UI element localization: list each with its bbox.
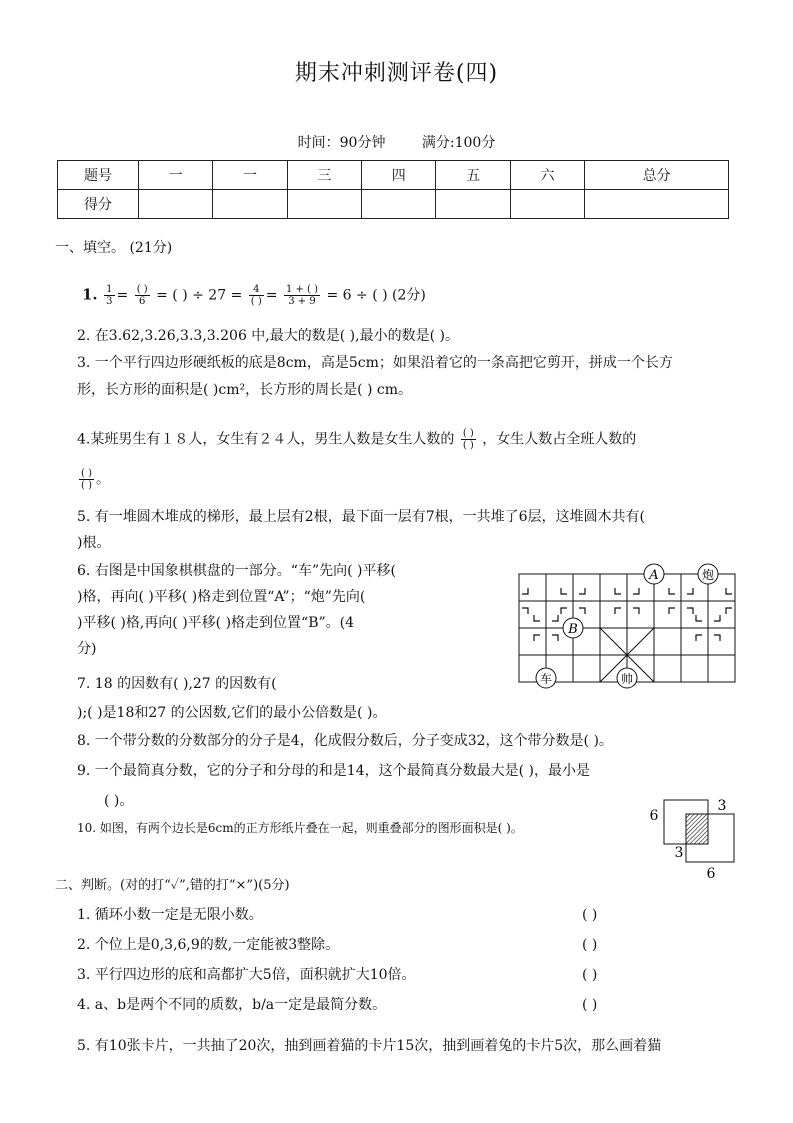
score-header-cell: 六 xyxy=(510,161,584,190)
score-cell[interactable] xyxy=(585,190,729,219)
overlapping-squares-figure xyxy=(644,796,744,884)
question-9-line2: ( )。 xyxy=(104,793,134,809)
question-6-line4: 分) xyxy=(77,641,97,657)
question-4-answer xyxy=(77,468,110,491)
score-cell[interactable] xyxy=(139,190,213,219)
section1-heading: 一、填空。 (21分) xyxy=(55,240,173,256)
label-3-top: 3 xyxy=(717,798,727,814)
score-header-cell: 题号 xyxy=(58,161,139,190)
question-4 xyxy=(77,428,636,451)
fraction xyxy=(79,468,94,491)
che-label: 车 xyxy=(539,672,553,686)
score-row-label: 得分 xyxy=(58,190,139,219)
question-8: 8. 一个带分数的分数部分的分子是4，化成假分数后，分子变成32，这个带分数是( )。 xyxy=(77,733,613,749)
chess-board-figure xyxy=(512,560,738,692)
q1-number: 1. xyxy=(82,285,98,304)
exam-full-score: 满分:100分 xyxy=(421,135,496,151)
score-cell[interactable] xyxy=(436,190,510,219)
denominator: ( ) xyxy=(250,296,262,307)
score-header-cell: 四 xyxy=(362,161,436,190)
numerator: 4 xyxy=(249,284,264,296)
question-3-line1: 3. 一个平行四边形硬纸板的底是8cm，高是5cm；如果沿着它的一条高把它剪开，拼成一个长方 xyxy=(77,355,673,371)
question-5-line2: )根。 xyxy=(77,535,111,551)
fraction xyxy=(284,284,320,307)
question-6-line2: )格，再向( )平移( )格走到位置“A”；“炮”先向( xyxy=(77,589,366,605)
score-header-cell: 三 xyxy=(287,161,361,190)
judge-item-5: 5. 有10张卡片，一共抽了20次，抽到画着猫的卡片15次，抽到画着兔的卡片5次，那么画着猫 xyxy=(77,1038,662,1054)
score-cell[interactable] xyxy=(362,190,436,219)
numerator: ( ) xyxy=(81,468,92,479)
score-header-cell: 一 xyxy=(139,161,213,190)
pao-label: 炮 xyxy=(701,568,715,582)
label-3-left: 3 xyxy=(674,845,684,861)
denominator: 6 xyxy=(138,296,146,307)
exam-meta xyxy=(0,132,793,152)
question-10: 10. 如图，有两个边长是6cm的正方形纸片叠在一起，则重叠部分的图形面积是( )。 xyxy=(77,821,523,835)
q4-end: 。 xyxy=(95,471,110,488)
judge-item-3: 3. 平行四边形的底和高都扩大5倍，面积就扩大10倍。 xyxy=(77,967,416,983)
question-1: 1. $\frac{1}{3}$ = $\frac{( )}{6}$ = ( ) ÷ 27 = $\frac{4}{( )}$ = $\frac{1 + ( )}{3 + 9}$ = 6 ÷ ( ) (2分) xyxy=(82,284,426,307)
question-5-line1: 5. 有一堆圆木堆成的梯形，最上层有2根，最下面一层有7根，一共堆了6层，这堆圆木共有( xyxy=(77,509,645,525)
score-header-cell: 总分 xyxy=(585,161,729,190)
q4-text-b: ，女生人数占全班人数的 xyxy=(482,431,637,448)
chess-grid xyxy=(519,574,735,682)
question-7-line1: 7. 18 的因数有( ),27 的因数有( xyxy=(77,676,277,692)
page-title: 期末冲刺测评卷(四) xyxy=(294,61,499,86)
question-7-line2: );( )是18和27 的公因数,它们的最小公倍数是( )。 xyxy=(77,705,387,721)
section2-heading: 二、判断。(对的打“✓”,错的打“×”)(5分) xyxy=(55,878,290,893)
numerator: 1 + ( ) xyxy=(285,284,319,295)
judge-answer-paren[interactable]: ( ) xyxy=(582,967,598,983)
q1-middle: = ( ) ÷ 27 = xyxy=(156,287,243,304)
score-header-cell: 一 xyxy=(213,161,287,190)
judge-item-2: 2. 个位上是0,3,6,9的数,一定能被3整除。 xyxy=(77,937,340,953)
label-6-left: 6 xyxy=(649,808,659,824)
judge-answer-paren[interactable]: ( ) xyxy=(582,907,598,923)
judge-item-1: 1. 循环小数一定是无限小数。 xyxy=(77,907,263,923)
shuai-label: 帅 xyxy=(620,672,634,686)
numerator: ( ) xyxy=(136,284,148,295)
denominator: 3 + 9 xyxy=(288,296,316,307)
fraction xyxy=(249,284,264,307)
score-header-cell: 五 xyxy=(436,161,510,190)
exam-time: 时间：90分钟 xyxy=(297,135,386,151)
score-table xyxy=(57,160,729,219)
q1-tail: = 6 ÷ ( ) xyxy=(326,287,388,304)
question-6-line3: )平移( )格,再向( )平移( )格走到位置“B”。(4 xyxy=(77,615,355,631)
overlap-region xyxy=(686,814,708,844)
marker-b-label: B xyxy=(568,622,578,637)
score-cell[interactable] xyxy=(287,190,361,219)
fraction xyxy=(135,284,150,307)
question-3-line2: 形，长方形的面积是( )cm²，长方形的周长是( ) cm。 xyxy=(77,382,413,398)
denominator: ( ) xyxy=(81,480,92,491)
marker-a-label: A xyxy=(649,568,659,583)
question-2: 2. 在3.62,3.26,3.3,3.206 中,最大的数是( ),最小的数是( )。 xyxy=(77,328,459,344)
judge-answer-paren[interactable]: ( ) xyxy=(582,937,598,953)
label-6-bottom: 6 xyxy=(706,866,716,882)
numerator: 1 xyxy=(106,284,113,295)
numerator: ( ) xyxy=(462,428,474,439)
judge-item-4: 4. a、b是两个不同的质数，b/a一定是最简分数。 xyxy=(77,997,387,1013)
denominator: ( ) xyxy=(462,440,474,451)
score-table-header-row xyxy=(58,161,729,190)
fraction xyxy=(104,284,114,307)
score-cell[interactable] xyxy=(213,190,287,219)
score-cell[interactable] xyxy=(510,190,584,219)
score-table-score-row xyxy=(58,190,729,219)
denominator: 3 xyxy=(106,296,113,307)
question-6-line1: 6. 右图是中国象棋棋盘的一部分。“车”先向( )平移( xyxy=(77,563,396,579)
q4-text-a: 4.某班男生有１８人，女生有２４人，男生人数是女生人数的 xyxy=(77,431,455,448)
q1-score: (2分) xyxy=(392,287,426,304)
question-9-line1: 9. 一个最简真分数，它的分子和分母的和是14，这个最简真分数最大是( )，最小是 xyxy=(77,763,590,779)
fraction xyxy=(461,428,476,451)
judge-answer-paren[interactable]: ( ) xyxy=(582,997,598,1013)
